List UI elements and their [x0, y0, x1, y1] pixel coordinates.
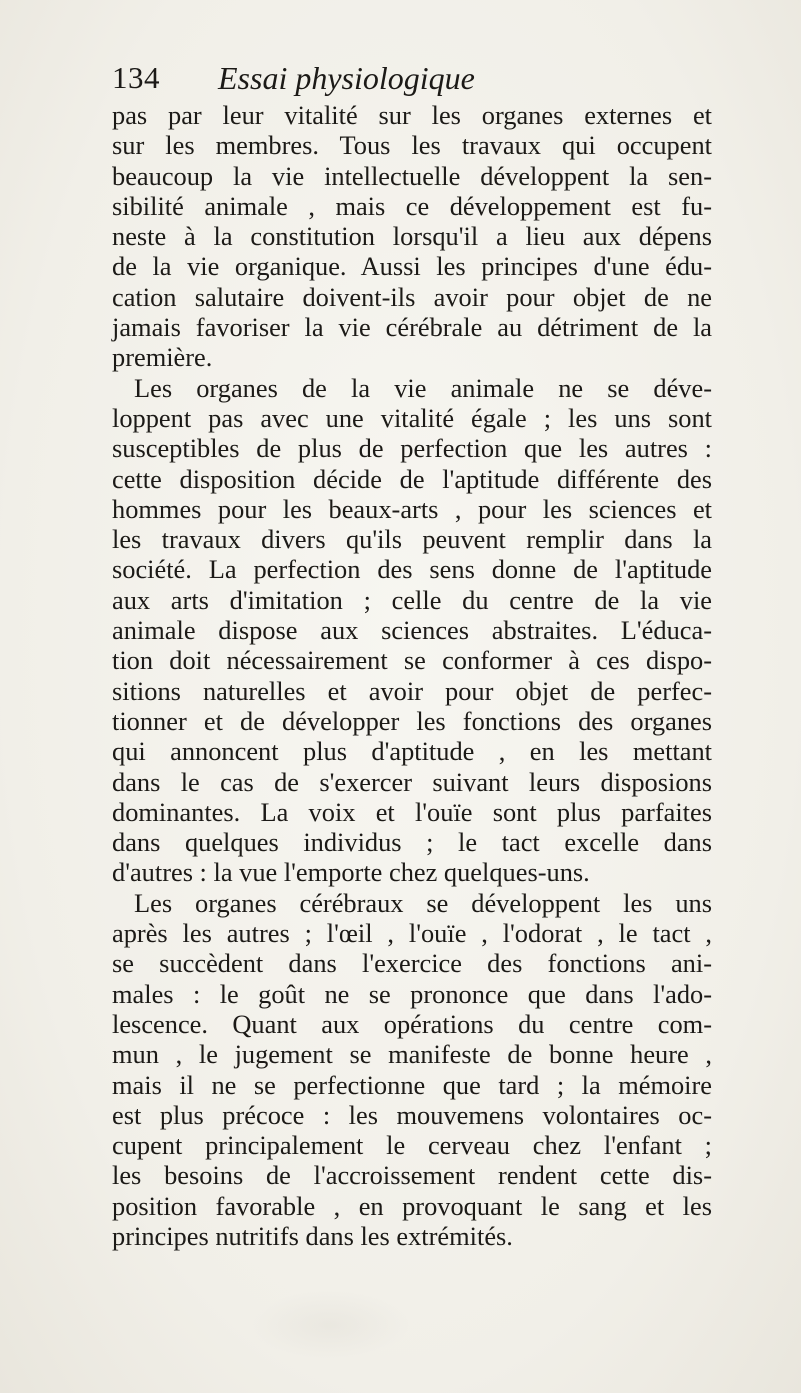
text-line: hommes pour les beaux-arts , pour les sciences et	[112, 493, 712, 524]
body-text	[112, 100, 712, 1251]
text-line: tionner et de développer les fonctions des organes	[112, 705, 712, 736]
text-line: position favorable , en provoquant le sang et les	[112, 1190, 712, 1221]
text-line: mun , le jugement se manifeste de bonne heure ,	[112, 1039, 712, 1070]
text-line: neste à la constitution lorsqu'il a lieu aux dépens	[112, 221, 712, 252]
text-line: est plus précoce : les mouvemens volontaires oc-	[112, 1099, 712, 1130]
text-line: jamais favoriser la vie cérébrale au détriment de la	[112, 312, 712, 343]
paragraph-last-line: principes nutritifs dans les extrémités.	[112, 1220, 513, 1251]
running-head	[112, 58, 712, 100]
text-line: société. La perfection des sens donne de l'aptitude	[112, 554, 712, 585]
text-line: cupent principalement le cerveau chez l'enfant ;	[112, 1130, 712, 1161]
text-line: lescence. Quant aux opérations du centre com-	[112, 1008, 712, 1039]
text-line: dans le cas de s'exercer suivant leurs disposions	[112, 766, 712, 797]
text-line: dominantes. La voix et l'ouïe sont plus parfaites	[112, 796, 712, 827]
text-line: de la vie organique. Aussi les principes d'une édu-	[112, 251, 712, 282]
text-line: animale dispose aux sciences abstraites. L'éduca-	[112, 615, 712, 646]
text-line: sur les membres. Tous les travaux qui occupent	[112, 130, 712, 161]
text-line: aux arts d'imitation ; celle du centre de la vie	[112, 584, 712, 615]
text-line: après les autres ; l'œil , l'ouïe , l'odorat , le tact ,	[112, 918, 712, 949]
text-line: cette disposition décide de l'aptitude différente des	[112, 463, 712, 494]
text-line: qui annoncent plus d'aptitude , en les mettant	[112, 736, 712, 767]
text-line: beaucoup la vie intellectuelle développent la sen-	[112, 160, 712, 191]
text-line: cation salutaire doivent-ils avoir pour objet de ne	[112, 281, 712, 312]
page-number: 134	[112, 60, 160, 95]
running-title: Essai physiologique	[218, 60, 475, 96]
paragraph-last-line: première.	[112, 342, 213, 373]
text-line: susceptibles de plus de perfection que les autres :	[112, 433, 712, 464]
paper-smudge	[250, 1290, 410, 1360]
text-line: pas par leur vitalité sur les organes externes et	[112, 100, 712, 130]
paragraph-first-line: Les organes de la vie animale ne se déve-	[134, 372, 712, 403]
text-line: loppent pas avec une vitalité égale ; les uns sont	[112, 402, 712, 433]
text-line: dans quelques individus ; le tact excelle dans	[112, 827, 712, 858]
text-line: se succèdent dans l'exercice des fonctions ani-	[112, 948, 712, 979]
text-line: sitions naturelles et avoir pour objet de perfec-	[112, 675, 712, 706]
paragraph-first-line: Les organes cérébraux se développent les uns	[134, 887, 712, 918]
text-line: tion doit nécessairement se conformer à ces dispo-	[112, 645, 712, 676]
text-line: mais il ne se perfectionne que tard ; la mémoire	[112, 1069, 712, 1100]
text-line: les travaux divers qu'ils peuvent remplir dans la	[112, 524, 712, 555]
text-line: males : le goût ne se prononce que dans l'ado-	[112, 978, 712, 1009]
text-line: sibilité animale , mais ce développement est fu-	[112, 190, 712, 221]
text-line: les besoins de l'accroissement rendent cette dis-	[112, 1160, 712, 1191]
paragraph-last-line: d'autres : la vue l'emporte chez quelques-uns.	[112, 857, 590, 888]
